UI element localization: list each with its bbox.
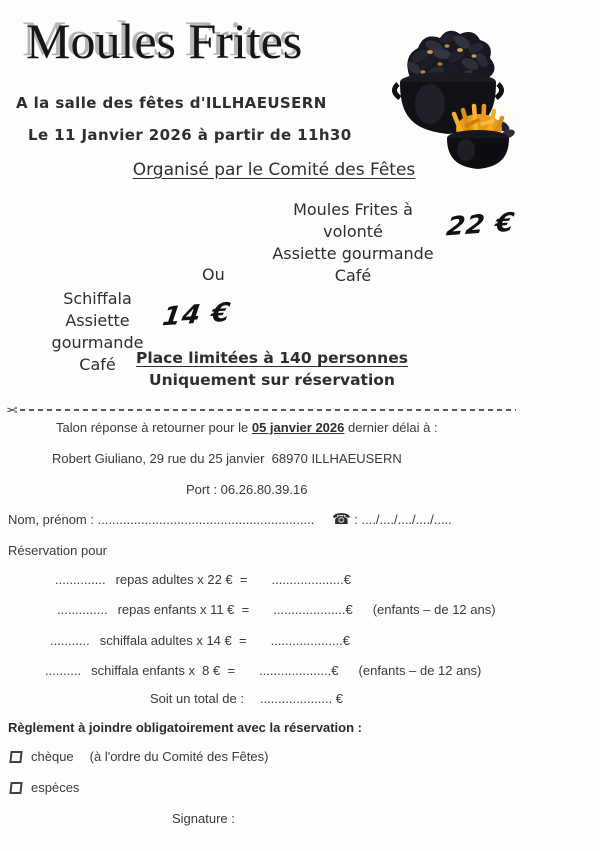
signature-label: Signature : bbox=[172, 811, 235, 826]
telephone-icon: ☎ bbox=[331, 511, 351, 528]
payment-option-cheque bbox=[10, 749, 268, 764]
order-row-note: (enfants – de 12 ans) bbox=[358, 663, 482, 678]
payment-option-label: espèces bbox=[31, 780, 80, 795]
menu-line: Schiffala bbox=[63, 289, 132, 308]
qty-dots: ........... bbox=[50, 633, 90, 648]
cheque-checkbox bbox=[9, 751, 22, 763]
price-schiffala: 14 € bbox=[160, 297, 233, 333]
mussels-pots-image bbox=[390, 26, 518, 170]
menu-line: Assiette gourmande bbox=[272, 244, 434, 263]
order-row-label: repas adultes x 22 € = bbox=[115, 572, 248, 587]
reply-intro-prefix: Talon réponse à retourner pour le bbox=[56, 420, 252, 435]
name-field-row bbox=[8, 510, 592, 528]
scissors-icon: ✂ bbox=[6, 402, 18, 418]
name-field-dots: ............................................................ bbox=[97, 512, 315, 527]
amount-dots: ....................€ bbox=[270, 633, 351, 648]
contact-address-line: Robert Giuliano, 29 rue du 25 janvier 68970 ILLHAEUSERN bbox=[52, 451, 402, 466]
payment-header: Règlement à joindre obligatoirement avec la réservation : bbox=[8, 720, 362, 735]
menu-line: Café bbox=[334, 266, 372, 285]
order-row-repas-adultes bbox=[55, 572, 371, 587]
qty-dots: .............. bbox=[57, 602, 108, 617]
menu-option-moules bbox=[268, 199, 438, 287]
order-row-schiffala-adultes bbox=[50, 633, 370, 648]
dashed-cut-rule bbox=[20, 409, 516, 411]
order-row-label: repas enfants x 11 € = bbox=[117, 602, 250, 617]
order-row-label: schiffala enfants x 8 € = bbox=[91, 663, 236, 678]
contact-phone-line: Port : 06.26.80.39.16 bbox=[186, 482, 308, 497]
name-field-label: Nom, prénom : bbox=[8, 512, 94, 527]
moules-frites-photo bbox=[390, 26, 518, 175]
payment-option-especes bbox=[10, 780, 79, 795]
reservation-for-label: Réservation pour bbox=[8, 543, 107, 558]
especes-checkbox bbox=[9, 782, 22, 794]
order-row-note: (enfants – de 12 ans) bbox=[372, 602, 496, 617]
menu-line: Café bbox=[79, 355, 116, 374]
total-dots: .................... € bbox=[259, 691, 344, 706]
telephone-field-dots: : ..../..../..../..../..... bbox=[354, 512, 452, 527]
menu-separator: Ou bbox=[202, 265, 225, 284]
page-title: Moules Frites bbox=[26, 13, 303, 69]
qty-dots: .......... bbox=[45, 663, 82, 678]
cut-here-line bbox=[6, 403, 516, 417]
reservation-only-line: Uniquement sur réservation bbox=[149, 371, 395, 389]
reply-deadline-date: 05 janvier 2026 bbox=[251, 420, 345, 435]
capacity-limit-line: Place limitées à 140 personnes bbox=[136, 349, 408, 367]
order-row-label: schiffala adultes x 14 € = bbox=[99, 633, 247, 648]
date-line: Le 11 Janvier 2026 à partir de 11h30 bbox=[28, 126, 352, 144]
order-row-repas-enfants bbox=[57, 602, 496, 617]
qty-dots: .............. bbox=[55, 572, 106, 587]
reply-intro-suffix: dernier délai à : bbox=[344, 420, 438, 435]
organizer-line: Organisé par le Comité des Fêtes bbox=[132, 160, 416, 180]
amount-dots: ....................€ bbox=[273, 602, 353, 617]
menu-line: Moules Frites à volonté bbox=[293, 200, 419, 241]
price-moules: 22 € bbox=[444, 207, 517, 243]
payment-option-label: chèque bbox=[31, 749, 74, 764]
amount-dots: ....................€ bbox=[271, 572, 351, 587]
order-row-schiffala-enfants bbox=[45, 663, 481, 678]
total-label: Soit un total de : bbox=[150, 691, 244, 706]
payment-option-note: (à l'ordre du Comité des Fêtes) bbox=[89, 749, 269, 764]
venue-line: A la salle des fêtes d'ILLHAEUSERN bbox=[16, 94, 327, 112]
reply-intro-line bbox=[56, 420, 438, 435]
amount-dots: ....................€ bbox=[259, 663, 339, 678]
total-row bbox=[150, 691, 343, 706]
menu-line: Assiette gourmande bbox=[51, 311, 144, 352]
